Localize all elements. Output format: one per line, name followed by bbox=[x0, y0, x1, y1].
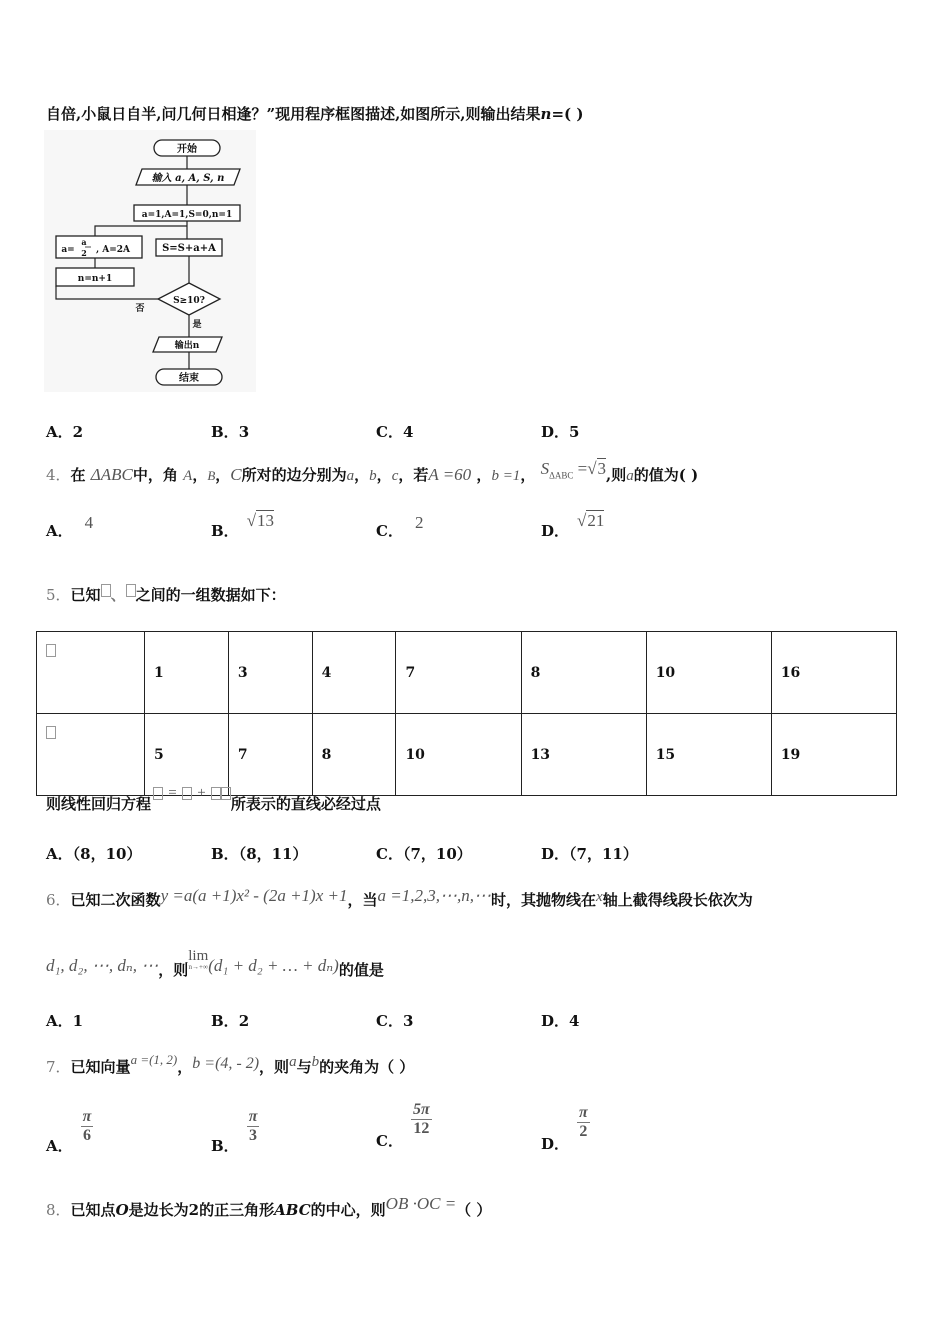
row-header-x bbox=[37, 632, 145, 714]
table-cell: 8 bbox=[312, 714, 396, 796]
flow-yes-label: 是 bbox=[192, 320, 202, 330]
flow-update-a-num: a bbox=[81, 237, 87, 247]
q5-option-a[interactable]: A．（8，10） bbox=[46, 845, 142, 863]
q4-stem: 4．在 ΔABC中，角 A，B，C所对的边分别为a，b，c，若A =60 ，b =1， $S_{\Delta ABC} =√3$,则a的值为( ) bbox=[46, 459, 699, 484]
flow-update-a-den: 2 bbox=[81, 248, 87, 258]
q5-option-b[interactable]: B．（8，11） bbox=[211, 845, 308, 863]
q3-option-c[interactable]: C．4 bbox=[376, 423, 414, 441]
q6-option-c[interactable]: C．3 bbox=[376, 1012, 414, 1030]
q7-option-c[interactable]: C． $\frac{5\pi}{12}$ bbox=[376, 1101, 430, 1150]
flow-no-label: 否 bbox=[135, 304, 145, 314]
q7-option-b[interactable]: B． $\frac{\pi}{3}$ bbox=[211, 1108, 258, 1155]
table-cell: 10 bbox=[646, 632, 771, 714]
q6-stem: 6．已知二次函数y =a(a +1)x² - (2a +1)x +1，当a =1,2,3,⋯,n,⋯时，其抛物线在x轴上截得线段长依次为 bbox=[46, 886, 753, 909]
q5-regression-line: 则线性回归方程 = + 所表示的直线必经过点 bbox=[46, 785, 381, 813]
q4-option-d[interactable]: D．√21 bbox=[541, 511, 605, 540]
intro-text: 自倍,小鼠日自半,问几何日相逢？”现用程序框图描述,如图所示,则输出结果 bbox=[46, 105, 541, 123]
y-var-glyph bbox=[126, 584, 136, 597]
table-cell: 15 bbox=[646, 714, 771, 796]
flow-input-label: 输入 a, A, S, n bbox=[151, 173, 225, 184]
table-cell: 1 bbox=[145, 632, 229, 714]
table-cell: 13 bbox=[521, 714, 646, 796]
flow-update-a-prefix: a= bbox=[61, 245, 75, 255]
flowchart bbox=[44, 130, 256, 392]
table-row bbox=[37, 632, 897, 714]
q5-stem: 5．已知 、 之间的一组数据如下： bbox=[46, 584, 286, 605]
flow-init-label: a=1,A=1,S=0,n=1 bbox=[141, 210, 233, 220]
q5-option-d[interactable]: D．（7，11） bbox=[541, 845, 638, 863]
q3-option-b[interactable]: B．3 bbox=[211, 423, 250, 441]
table-cell: 10 bbox=[396, 714, 521, 796]
q6-option-b[interactable]: B．2 bbox=[211, 1012, 250, 1030]
flow-update-a-suffix: , A=2A bbox=[95, 245, 131, 255]
table-cell: 8 bbox=[521, 632, 646, 714]
q7-option-a[interactable]: A． $\frac{\pi}{6}$ bbox=[46, 1108, 92, 1155]
q6-stem-line2: d₁, d₂, ⋯, dₙ, ⋯，则 lim n→+∞ (d₁ + d₂ + … + dₙ)的值是 bbox=[46, 948, 384, 979]
q4-option-c[interactable]: C． 2 bbox=[376, 513, 424, 540]
table-cell: 7 bbox=[228, 714, 312, 796]
flow-end-label: 结束 bbox=[179, 373, 199, 384]
q6-option-d[interactable]: D．4 bbox=[541, 1012, 580, 1030]
q6-option-a[interactable]: A．1 bbox=[46, 1012, 84, 1030]
q8-stem: 8．已知点O是边长为2的正三角形ABC的中心，则OB ·OC =（ ） bbox=[46, 1194, 492, 1219]
flow-start-label: 开始 bbox=[177, 144, 197, 155]
q4-option-b[interactable]: B．√13 bbox=[211, 511, 275, 540]
data-table bbox=[36, 631, 897, 796]
flow-condition-label: S≥10? bbox=[173, 296, 205, 306]
table-cell: 4 bbox=[312, 632, 396, 714]
q4-option-a[interactable]: A． 4 bbox=[46, 513, 94, 540]
table-cell: 19 bbox=[771, 714, 896, 796]
q3-option-d[interactable]: D．5 bbox=[541, 423, 580, 441]
q5-option-c[interactable]: C．（7，10） bbox=[376, 845, 472, 863]
intro-tail: =( ) bbox=[551, 105, 584, 123]
table-cell: 16 bbox=[771, 632, 896, 714]
flow-output-label: 输出n bbox=[174, 341, 200, 351]
table-cell: 7 bbox=[396, 632, 521, 714]
table-cell: 3 bbox=[228, 632, 312, 714]
intro-line bbox=[46, 103, 583, 124]
x-var-glyph bbox=[101, 584, 111, 597]
flow-increment-label: n=n+1 bbox=[77, 274, 113, 284]
q3-option-a[interactable]: A．2 bbox=[46, 423, 84, 441]
row-header-y bbox=[37, 714, 145, 796]
intro-var: n bbox=[540, 105, 552, 123]
table-cell: 5 bbox=[145, 714, 229, 796]
flow-sum-label: S=S+a+A bbox=[162, 243, 216, 254]
q7-stem: 7．已知向量a =(1, 2)，b =(4, - 2)，则a与b的夹角为（ ） bbox=[46, 1052, 415, 1076]
q7-option-d[interactable]: D． $\frac{\pi}{2}$ bbox=[541, 1104, 588, 1153]
